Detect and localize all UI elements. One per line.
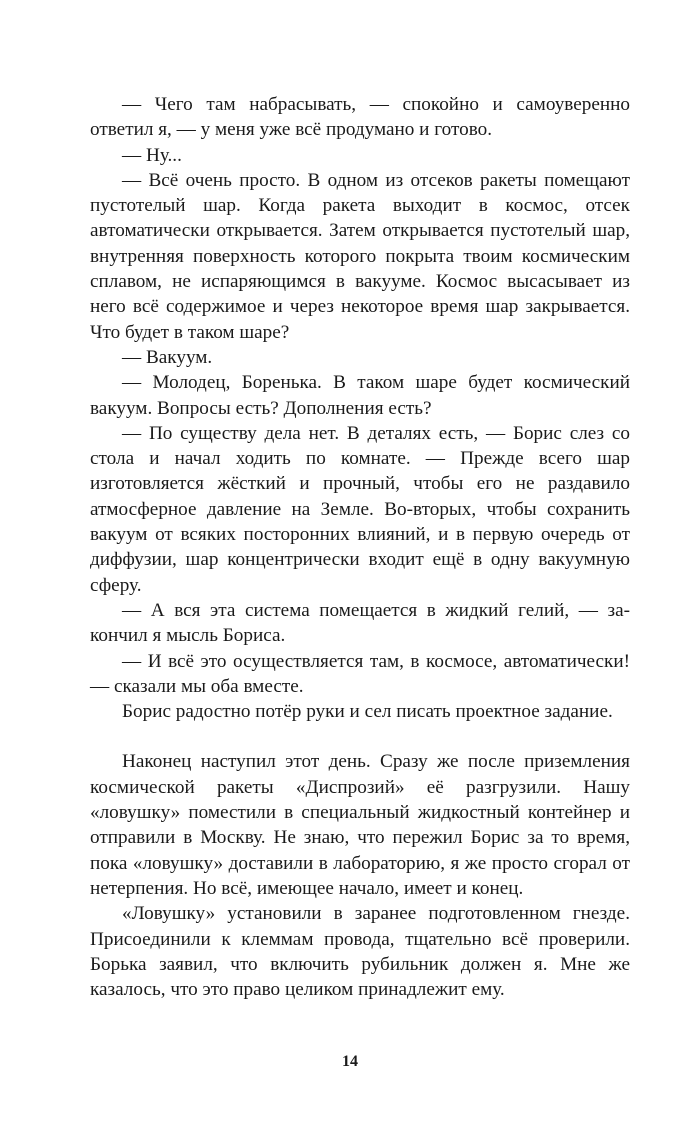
paragraph: — Ну...: [122, 144, 182, 166]
section-break: [90, 724, 630, 749]
page-number: 14: [342, 1053, 358, 1070]
paragraph: — Молодец, Боренька. В таком шаре будет космический вакуум. Вопросы есть? Дополнения есть?: [90, 372, 630, 419]
paragraph: — Вакуум.: [122, 346, 213, 368]
paragraph: «Ловушку» установили в заранее подготовленном гнезде. Присоединили к клеммам провода, тщательно всё проверили. Борька заявил, что включить рубильник должен я. Мне же казалось, что это право целиком принадлежит ему.: [90, 903, 630, 1001]
paragraph: Борис радостно потёр руки и сел писать проектное задание.: [122, 701, 613, 723]
page-text: [90, 92, 630, 1002]
paragraph: — И всё это осуществляется там, в космосе, автоматически! — сказали мы оба вместе.: [90, 650, 630, 697]
paragraph: — Чего там набрасывать, — спокойно и самоуверенно ответил я, — у меня уже всё продумано и готово.: [90, 94, 630, 141]
paragraph: — По существу дела нет. В деталях есть, — Борис слез со стола и начал ходить по комнате. — Прежде всего шар изготовляется жёсткий и прочный, чтобы его не раздавило атмосферное давление на Земле. Во-вторых, чтобы сохранить вакуум от всяких посторонних влияний, и в первую очередь от диффузии, шар концентрически входит ещё в одну вакуумную сферу.: [90, 422, 630, 596]
paragraph: — А вся эта система помещается в жидкий гелий, — закончил я мысль Бориса.: [90, 599, 630, 647]
paragraph: Наконец наступил этот день. Сразу же после приземления космической ракеты «Диспрозий» её разгрузили. Нашу «ловушку» поместили в специальный жидкостный контейнер и отправили в Москву. Не знаю, что пережил Борис за то время, пока «ловушку» доставили в лабораторию, я же просто сгорал от нетерпения. Но всё, имеющее начало, имеет и конец.: [90, 751, 630, 899]
paragraph: — Всё очень просто. В одном из отсеков ракеты помещают пустотелый шар. Когда ракета выходит в космос, отсек автоматически открывается. Затем открывается пустотелый шар, внутренняя поверхность которого покрыта твоим космическим сплавом, не испаряющимся в вакууме. Космос высасывает из него всё содержимое и через некоторое время шар закрывается. Что будет в таком шаре?: [90, 169, 630, 343]
